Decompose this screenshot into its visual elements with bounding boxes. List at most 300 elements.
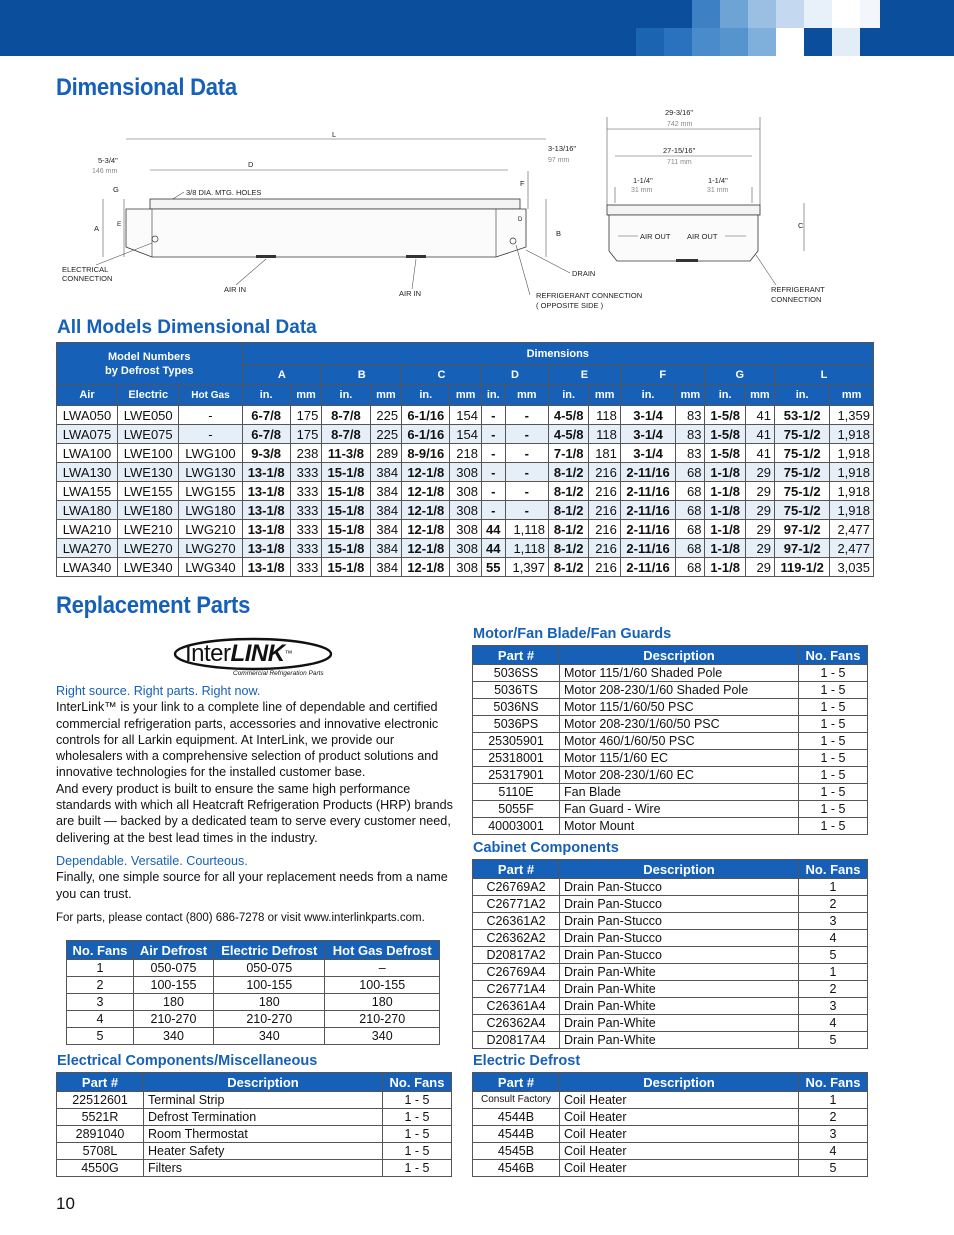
table-cell: 050-075 — [214, 960, 325, 977]
dim-sub-header: in. — [481, 386, 505, 406]
table-cell: C26769A4 — [473, 964, 560, 981]
table-cell: 225 — [370, 406, 402, 425]
table-row — [57, 520, 874, 539]
table-cell: LWA155 — [57, 482, 118, 501]
air-out-label-2: AIR OUT — [687, 232, 718, 241]
table-cell: 8-1/2 — [549, 482, 589, 501]
electric-defrost-table — [472, 1072, 868, 1177]
table-cell: 119-1/2 — [774, 558, 829, 577]
table-cell: 1 - 5 — [383, 1143, 452, 1160]
table-cell: 5036NS — [473, 699, 560, 716]
dim-letter-header: B — [322, 366, 402, 386]
parts-header: Description — [560, 646, 799, 665]
table-cell: 68 — [676, 539, 705, 558]
table-row — [67, 994, 440, 1011]
parts-header: Description — [560, 860, 799, 879]
table-row — [473, 981, 868, 998]
table-cell: 210-270 — [133, 1011, 213, 1028]
parts-header: Part # — [57, 1073, 144, 1092]
table-row — [67, 1028, 440, 1045]
table-cell: 7-1/8 — [549, 444, 589, 463]
table-cell: 154 — [450, 406, 482, 425]
table-cell: 75-1/2 — [774, 501, 829, 520]
table-cell: 340 — [133, 1028, 213, 1045]
page-number: 10 — [56, 1194, 75, 1213]
table-row — [67, 977, 440, 994]
table-cell: 4 — [799, 1015, 868, 1032]
table-row — [473, 998, 868, 1015]
table-cell: 2891040 — [57, 1126, 144, 1143]
table-row — [473, 699, 868, 716]
table-cell: Coil Heater — [560, 1160, 799, 1177]
table-cell: 15-1/8 — [322, 463, 370, 482]
dim-label-f: F — [520, 179, 525, 188]
table-cell: 29 — [745, 520, 774, 539]
table-cell: 180 — [214, 994, 325, 1011]
table-cell: 97-1/2 — [774, 520, 829, 539]
table-cell: Drain Pan-White — [560, 1015, 799, 1032]
table-cell: 1 — [799, 879, 868, 896]
table-cell: Filters — [144, 1160, 383, 1177]
table-cell: 340 — [325, 1028, 440, 1045]
table-cell: 1 - 5 — [383, 1109, 452, 1126]
table-cell: 5036TS — [473, 682, 560, 699]
logo-tm: ™ — [284, 649, 293, 658]
table-cell: 2 — [67, 977, 134, 994]
table-cell: 5036SS — [473, 665, 560, 682]
table-cell: 68 — [676, 501, 705, 520]
table-cell: 25317901 — [473, 767, 560, 784]
table-cell: 2,477 — [830, 520, 874, 539]
table-cell: 55 — [481, 558, 505, 577]
table-cell: 384 — [370, 520, 402, 539]
table-cell: - — [179, 425, 242, 444]
table-cell: LWA210 — [57, 520, 118, 539]
table-cell: 1,359 — [830, 406, 874, 425]
table-cell: 238 — [290, 444, 322, 463]
table-cell: LWA180 — [57, 501, 118, 520]
table-row — [473, 1092, 868, 1109]
table-cell: 15-1/8 — [322, 501, 370, 520]
table-cell: 333 — [290, 501, 322, 520]
table-cell: 2-11/16 — [620, 501, 675, 520]
table-cell: 1 - 5 — [799, 767, 868, 784]
table-cell: 216 — [589, 539, 621, 558]
table-cell: 2,477 — [830, 539, 874, 558]
table-cell: 8-1/2 — [549, 463, 589, 482]
table-row — [473, 913, 868, 930]
dim-letter-header: L — [774, 366, 873, 386]
table-cell: 1,918 — [830, 501, 874, 520]
table-cell: 41 — [745, 406, 774, 425]
table-cell: 100-155 — [325, 977, 440, 994]
table-cell: - — [505, 444, 548, 463]
table-cell: 12-1/8 — [402, 463, 450, 482]
table-cell: 75-1/2 — [774, 444, 829, 463]
table-cell: 8-1/2 — [549, 520, 589, 539]
parts-header: Description — [560, 1073, 799, 1092]
banner-square — [720, 0, 748, 28]
table-cell: Drain Pan-White — [560, 964, 799, 981]
table-row — [67, 1011, 440, 1028]
table-cell: 1 — [67, 960, 134, 977]
table-cell: 5 — [799, 1160, 868, 1177]
cabinet-table — [472, 859, 868, 1049]
table-cell: LWE100 — [117, 444, 178, 463]
table-cell: LWA100 — [57, 444, 118, 463]
table-cell: 333 — [290, 482, 322, 501]
table-cell: Motor 208-230/1/60 EC — [560, 767, 799, 784]
electrical-heading: Electrical Components/Miscellaneous — [57, 1053, 318, 1069]
table-cell: 216 — [589, 558, 621, 577]
table-cell: Drain Pan-White — [560, 981, 799, 998]
fans-header: Electric Defrost — [214, 941, 325, 960]
table-cell: 216 — [589, 463, 621, 482]
table-cell: 1-1/8 — [705, 558, 745, 577]
table-row — [57, 425, 874, 444]
table-cell: 8-7/8 — [322, 406, 370, 425]
table-cell: 6-1/16 — [402, 406, 450, 425]
table-cell: 75-1/2 — [774, 425, 829, 444]
table-cell: 13-1/8 — [242, 482, 290, 501]
table-cell: 4550G — [57, 1160, 144, 1177]
table-cell: 13-1/8 — [242, 463, 290, 482]
table-cell: 1 - 5 — [799, 682, 868, 699]
table-cell: - — [481, 425, 505, 444]
dim-sub-header: in. — [549, 386, 589, 406]
table-cell: LWA130 — [57, 463, 118, 482]
table-cell: 1 - 5 — [799, 801, 868, 818]
parts-header: No. Fans — [799, 646, 868, 665]
table-cell: 12-1/8 — [402, 482, 450, 501]
table-cell: 5036PS — [473, 716, 560, 733]
air-in-label-2: AIR IN — [399, 289, 422, 298]
table-cell: - — [505, 482, 548, 501]
table-cell: 25318001 — [473, 750, 560, 767]
table-cell: 1,918 — [830, 425, 874, 444]
table-cell: LWG180 — [179, 501, 242, 520]
table-cell: 1-1/8 — [705, 482, 745, 501]
table-cell: 2 — [799, 981, 868, 998]
banner-square — [692, 0, 720, 28]
table-row — [57, 539, 874, 558]
table-cell: 154 — [450, 425, 482, 444]
table-cell: 11-3/8 — [322, 444, 370, 463]
fans-header: Hot Gas Defrost — [325, 941, 440, 960]
table-cell: LWG130 — [179, 463, 242, 482]
table-cell: 40003001 — [473, 818, 560, 835]
table-cell: LWG270 — [179, 539, 242, 558]
table-cell: LWE210 — [117, 520, 178, 539]
table-cell: 100-155 — [133, 977, 213, 994]
dim-label-a: A — [94, 224, 100, 233]
table-cell: 12-1/8 — [402, 539, 450, 558]
dim-sub-header: mm — [290, 386, 322, 406]
table-cell: 210-270 — [214, 1011, 325, 1028]
table-cell: 289 — [370, 444, 402, 463]
table-cell: Motor 460/1/60/50 PSC — [560, 733, 799, 750]
table-cell: 12-1/8 — [402, 520, 450, 539]
table-cell: 4545B — [473, 1143, 560, 1160]
table-cell: 4 — [67, 1011, 134, 1028]
ref-opp-label-1: REFRIGERANT CONNECTION — [536, 291, 643, 300]
table-cell: 29 — [745, 558, 774, 577]
table-cell: 1 - 5 — [799, 784, 868, 801]
table-cell: 1 - 5 — [383, 1126, 452, 1143]
table-row — [473, 879, 868, 896]
table-cell: C26362A4 — [473, 1015, 560, 1032]
table-cell: 29 — [745, 501, 774, 520]
table-cell: LWE340 — [117, 558, 178, 577]
table-cell: - — [179, 406, 242, 425]
table-cell: C26361A2 — [473, 913, 560, 930]
table-row — [473, 930, 868, 947]
table-cell: LWE075 — [117, 425, 178, 444]
table-cell: 1 - 5 — [799, 716, 868, 733]
table-cell: 75-1/2 — [774, 482, 829, 501]
ref-label-2: CONNECTION — [771, 295, 822, 304]
table-cell: - — [481, 501, 505, 520]
dim-sub-header: mm — [589, 386, 621, 406]
table-cell: 25305901 — [473, 733, 560, 750]
tagline-1: Right source. Right parts. Right now. — [56, 684, 261, 698]
parts-header: Part # — [473, 646, 560, 665]
table-cell: 2 — [799, 1109, 868, 1126]
dim-sub-header: in. — [402, 386, 450, 406]
table-cell: 1,118 — [505, 520, 548, 539]
standards-paragraph: And every product is built to ensure the same high performance standards with which all Heatcraft Refrigeration Products (HRP) brands are built — backed by a dedicated team to serve every customer need, delivering at the best lead times in the industry. — [56, 781, 453, 845]
table-cell: 3,035 — [830, 558, 874, 577]
table-cell: 1 - 5 — [799, 699, 868, 716]
dim-letter-header: E — [549, 366, 621, 386]
table-cell: 384 — [370, 558, 402, 577]
dim-sub-header: Air — [57, 386, 118, 406]
table-row — [473, 896, 868, 913]
table-cell: 13-1/8 — [242, 539, 290, 558]
table-cell: - — [481, 463, 505, 482]
table-cell: 308 — [450, 558, 482, 577]
table-row — [473, 801, 868, 818]
table-cell: 180 — [325, 994, 440, 1011]
banner-square — [832, 28, 860, 56]
parts-header: No. Fans — [383, 1073, 452, 1092]
table-cell: 12-1/8 — [402, 501, 450, 520]
table-cell: 1,918 — [830, 482, 874, 501]
table-cell: 216 — [589, 520, 621, 539]
dim-sub-header: mm — [370, 386, 402, 406]
table-cell: LWA075 — [57, 425, 118, 444]
table-cell: Drain Pan-Stucco — [560, 913, 799, 930]
dim-114b-mm: 31 mm — [707, 187, 729, 194]
table-cell: 12-1/8 — [402, 558, 450, 577]
table-cell: 8-1/2 — [549, 501, 589, 520]
table-cell: 3-1/4 — [620, 425, 675, 444]
table-cell: 181 — [589, 444, 621, 463]
table-cell: 216 — [589, 501, 621, 520]
table-cell: 83 — [676, 425, 705, 444]
electrical-table — [56, 1072, 452, 1177]
table-cell: 68 — [676, 482, 705, 501]
table-cell: 2-11/16 — [620, 558, 675, 577]
table-row — [57, 501, 874, 520]
table-row — [473, 1126, 868, 1143]
table-cell: 1,118 — [505, 539, 548, 558]
table-cell: LWA270 — [57, 539, 118, 558]
table-cell: Drain Pan-White — [560, 1032, 799, 1049]
dim-114a-mm: 31 mm — [631, 187, 653, 194]
table-cell: C26771A4 — [473, 981, 560, 998]
table-cell: Defrost Termination — [144, 1109, 383, 1126]
table-row — [473, 1015, 868, 1032]
table-cell: 1 - 5 — [799, 733, 868, 750]
dim-letter-header: G — [705, 366, 775, 386]
table-row — [473, 964, 868, 981]
table-row — [57, 1143, 452, 1160]
table-cell: - — [481, 444, 505, 463]
table-cell: 1 — [799, 1092, 868, 1109]
ref-opp-label-2: ( OPPOSITE SIDE ) — [536, 301, 604, 310]
banner-square — [636, 28, 664, 56]
table-row — [473, 767, 868, 784]
table-cell: 1 - 5 — [799, 750, 868, 767]
table-cell: C26361A4 — [473, 998, 560, 1015]
table-cell: LWE050 — [117, 406, 178, 425]
table-cell: 13-1/8 — [242, 501, 290, 520]
table-cell: 333 — [290, 520, 322, 539]
dim-114b: 1-1/4" — [708, 176, 728, 185]
table-cell: LWE180 — [117, 501, 178, 520]
table-cell: 180 — [133, 994, 213, 1011]
table-cell: Drain Pan-Stucco — [560, 896, 799, 913]
dim-27-mm: 711 mm — [667, 159, 692, 166]
table-cell: C26362A2 — [473, 930, 560, 947]
table-cell: 1 - 5 — [799, 665, 868, 682]
air-in-label-1: AIR IN — [224, 285, 247, 294]
table-cell: Drain Pan-White — [560, 998, 799, 1015]
table-cell: Motor 208-230/1/60 Shaded Pole — [560, 682, 799, 699]
model-label-2: by Defrost Types — [105, 365, 194, 377]
table-cell: 4546B — [473, 1160, 560, 1177]
dim-sub-header: in. — [322, 386, 370, 406]
table-row — [473, 947, 868, 964]
table-cell: Coil Heater — [560, 1092, 799, 1109]
dim-sub-header: Hot Gas — [179, 386, 242, 406]
banner-square — [720, 28, 748, 56]
unit-dimension-diagram — [56, 105, 846, 315]
intro-paragraph: InterLink™ is your link to a complete line of dependable and certified commercial refrigeration parts, accessories and innovative electronic controls for all Larkin equipment. At InterLink, we provide our wholesalers with a comprehensive selection of product solutions and innovative technologies for the installed customer base. — [56, 700, 439, 780]
dim-29-mm: 742 mm — [667, 121, 693, 128]
table-row — [57, 406, 874, 425]
dim-label-l: L — [332, 130, 337, 139]
table-cell: 4-5/8 — [549, 425, 589, 444]
table-row — [57, 1160, 452, 1177]
model-label-1: Model Numbers — [107, 351, 191, 363]
table-cell: 384 — [370, 539, 402, 558]
table-cell: 44 — [481, 539, 505, 558]
table-cell: 5521R — [57, 1109, 144, 1126]
table-cell: 4 — [799, 1143, 868, 1160]
table-cell: Drain Pan-Stucco — [560, 947, 799, 964]
logo-link: LINK — [230, 640, 285, 667]
dim-534-mm: 146 mm — [92, 168, 118, 175]
dim-label-d-small: D — [518, 217, 523, 223]
parts-header: No. Fans — [799, 860, 868, 879]
dim-letter-header: A — [242, 366, 322, 386]
table-row — [57, 1109, 452, 1126]
table-cell: 4-5/8 — [549, 406, 589, 425]
table-row — [473, 750, 868, 767]
dim-sub-header: in. — [242, 386, 290, 406]
table-cell: Motor 115/1/60 EC — [560, 750, 799, 767]
table-cell: 15-1/8 — [322, 558, 370, 577]
table-cell: 384 — [370, 463, 402, 482]
dim-label-g: G — [113, 185, 119, 194]
table-cell: LWE130 — [117, 463, 178, 482]
table-row — [473, 733, 868, 750]
table-cell: Terminal Strip — [144, 1092, 383, 1109]
table-cell: 8-1/2 — [549, 539, 589, 558]
dim-3-13: 3-13/16" — [548, 144, 577, 153]
table-cell: 1-1/8 — [705, 501, 745, 520]
dim-29: 29-3/16" — [665, 108, 694, 117]
table-cell: 1 - 5 — [383, 1160, 452, 1177]
table-cell: Room Thermostat — [144, 1126, 383, 1143]
model-numbers-header — [57, 343, 243, 386]
table-cell: Motor Mount — [560, 818, 799, 835]
table-row — [57, 482, 874, 501]
table-cell: LWG155 — [179, 482, 242, 501]
cabinet-heading: Cabinet Components — [473, 840, 619, 856]
dim-label-d: D — [248, 160, 254, 169]
table-cell: 5 — [799, 947, 868, 964]
table-cell: 118 — [589, 406, 621, 425]
table-cell: 97-1/2 — [774, 539, 829, 558]
table-cell: 6-7/8 — [242, 425, 290, 444]
table-cell: - — [505, 425, 548, 444]
table-cell: 2-11/16 — [620, 482, 675, 501]
table-cell: 75-1/2 — [774, 463, 829, 482]
contact-line: For parts, please contact (800) 686-7278 or visit www.interlinkparts.com. — [56, 911, 425, 924]
table-cell: 5708L — [57, 1143, 144, 1160]
dim-sub-header: mm — [450, 386, 482, 406]
table-cell: 13-1/8 — [242, 520, 290, 539]
motor-heading: Motor/Fan Blade/Fan Guards — [473, 626, 672, 642]
table-cell: 216 — [589, 482, 621, 501]
dim-sub-header: mm — [830, 386, 874, 406]
table-cell: 1,397 — [505, 558, 548, 577]
table-cell: 13-1/8 — [242, 558, 290, 577]
table-cell: LWG210 — [179, 520, 242, 539]
air-out-label-1: AIR OUT — [640, 232, 671, 241]
dim-label-b: B — [556, 229, 562, 238]
table-cell: 333 — [290, 558, 322, 577]
table-cell: - — [505, 463, 548, 482]
table-cell: 1-5/8 — [705, 425, 745, 444]
banner-square — [832, 0, 860, 28]
table-cell: 3 — [799, 1126, 868, 1143]
table-cell: 22512601 — [57, 1092, 144, 1109]
table-cell: - — [505, 406, 548, 425]
table-row — [473, 1109, 868, 1126]
table-cell: 175 — [290, 425, 322, 444]
parts-header: Part # — [473, 1073, 560, 1092]
table-row — [473, 784, 868, 801]
table-row — [473, 665, 868, 682]
table-cell: 175 — [290, 406, 322, 425]
table-cell: Consult Factory — [473, 1092, 560, 1109]
banner-square — [664, 28, 692, 56]
parts-header: Part # — [473, 860, 560, 879]
